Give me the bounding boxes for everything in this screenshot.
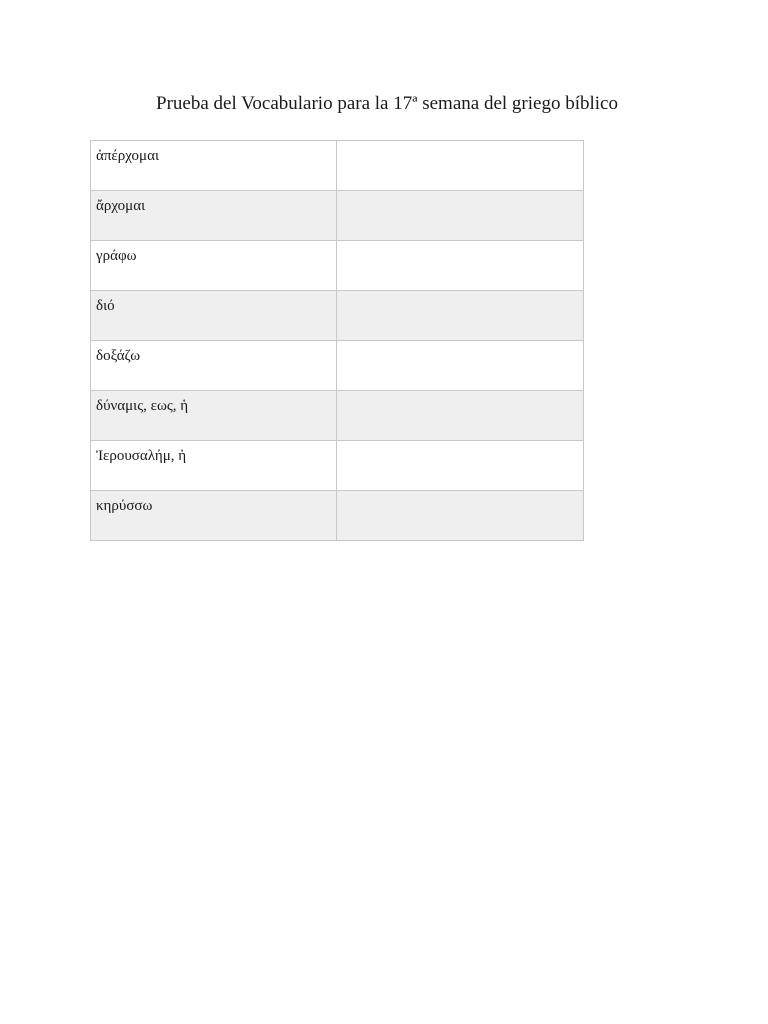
answer-cell[interactable] bbox=[337, 441, 584, 491]
vocabulary-table bbox=[90, 140, 584, 541]
answer-cell[interactable] bbox=[337, 191, 584, 241]
answer-cell[interactable] bbox=[337, 141, 584, 191]
term-cell: ἀπέρχομαι bbox=[91, 141, 337, 191]
answer-cell[interactable] bbox=[337, 291, 584, 341]
table-row bbox=[91, 191, 584, 241]
answer-cell[interactable] bbox=[337, 491, 584, 541]
table-row bbox=[91, 491, 584, 541]
term-cell: γράφω bbox=[91, 241, 337, 291]
table-row bbox=[91, 391, 584, 441]
table-row bbox=[91, 441, 584, 491]
table-row bbox=[91, 341, 584, 391]
table-row bbox=[91, 241, 584, 291]
term-cell: Ἰερουσαλήμ, ἡ bbox=[91, 441, 337, 491]
term-cell: δοξάζω bbox=[91, 341, 337, 391]
answer-cell[interactable] bbox=[337, 241, 584, 291]
term-cell: δύναμις, εως, ἡ bbox=[91, 391, 337, 441]
term-cell: ἄρχομαι bbox=[91, 191, 337, 241]
table-row bbox=[91, 291, 584, 341]
answer-cell[interactable] bbox=[337, 391, 584, 441]
term-cell: διό bbox=[91, 291, 337, 341]
answer-cell[interactable] bbox=[337, 341, 584, 391]
table-row bbox=[91, 141, 584, 191]
term-cell: κηρύσσω bbox=[91, 491, 337, 541]
page-title: Prueba del Vocabulario para la 17ª semana del griego bíblico bbox=[156, 93, 618, 114]
